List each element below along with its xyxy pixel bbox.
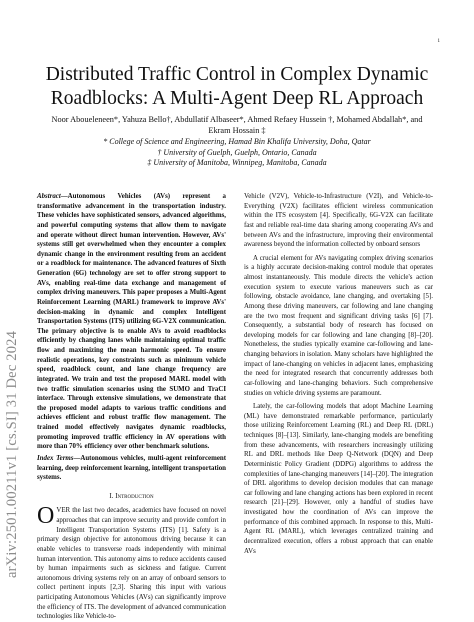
intro-paragraph [37, 503, 226, 622]
left-column [37, 192, 226, 622]
title-line: Roadblocks: A Multi-Agent Deep RL Approach [50, 88, 424, 109]
drop-cap: O [37, 503, 55, 530]
intro-first-word: VER [56, 507, 71, 515]
author-list [46, 115, 428, 136]
page-number: 1 [437, 39, 440, 44]
index-terms-label: Index Terms [37, 454, 74, 462]
body-paragraph: A crucial element for AVs navigating complex driving scenarios is a highly accurate decision-making control module that operates almost instantaneously. This module directs the vehicle's action execution system to execute various maneuvers such as car following, obstacle avoidance, lane changing, and overtaking [5]. Among these driving maneuvers, car following and lane changing are the two most frequent and significant driving tasks [6] [7]. Consequently, a substantial body of research has focused on developing models for car following and lane changing [8]–[20]. Nonetheless, the studies typically examine car-following and lane-changing behaviors in isolation. Many scholars have highlighted the impact of lane-changing on vehicles in adjacent lanes, emphasizing the need for integrated research that concurrently addresses both car-following and lane-changing behaviors. Such comprehensive studies on vehicle driving systems are paramount. [244, 254, 433, 397]
index-terms [37, 454, 226, 483]
abstract-text: —Autonomous Vehicles (AVs) represent a transformative advancement in the transportation industry. These vehicles have sophisticated sensors, advanced algorithms, and powerful computing systems that allow them to navigate and operate without direct human intervention. However, AVs' systems still get overwhelmed when they encounter a complex dynamic change in the environment resulting from an accident or a roadblock for maintenance. The advanced features of Sixth Generation (6G) technology are set to offer strong support to AVs, enabling real-time data exchange and management of complex driving maneuvers. This paper proposes a Multi-Agent Reinforcement Learning (MARL) framework to improve AVs' decision-making in dynamic and complex Intelligent Transportation Systems (ITS) utilizing 6G-V2X communication. The primary objective is to enable AVs to avoid roadblocks efficiently by changing lanes while maintaining optimal traffic flow and maximizing the mean harmonic speed. To ensure realistic operations, key constraints such as minimum vehicle speed, roadblock count, and lane change frequency are integrated. We train and test the proposed MARL model with two traffic simulation scenarios using the SUMO and TraCI interface. Through extensive simulations, we demonstrate that the proposed model adapts to various traffic conditions and achieves efficient and robust traffic flow management. The trained model effectively navigates dynamic roadblocks, promoting improved traffic efficiency in AV operations with more than 70% efficiency over other benchmark solutions. [37, 193, 226, 451]
section-heading: I. Introduction [109, 491, 154, 500]
body-paragraph: Lately, the car-following models that adopt Machine Learning (ML) have demonstrated remarkable performance, particularly those utilizing Reinforcement Learning (RL) and Deep RL (DRL) techniques [8]–[13]. Similarly, lane-changing models are benefiting from these advancements, with researchers increasingly utilizing RL and DRL methods like Deep Q-Network (DQN) and Deep Deterministic Policy Gradient (DDPG) algorithms to address the complexities of lane-changing maneuvers [14]–[20]. The integration of DRL algorithms to develop decision modules that can manage car following and lane changing actions has been explored in recent research [21]–[29]. However, only a handful of studies have investigated how the coordination of AVs can improve the performance of this combined approach. In response to this, Multi-Agent RL (MARL), which leverages centralized training and decentralized execution, offers a robust approach that can enable AVs [244, 403, 433, 555]
body-paragraph: Vehicle (V2V), Vehicle-to-Infrastructure (V2I), and Vehicle-to-Everything (V2X) facilitates efficient wireless communication within the ITS ecosystem [4]. Specifically, 6G-V2X can facilitate fast and reliable real-time data sharing among cooperating AVs and between AVs and the infrastructure, improving their environmental awareness beyond the information collected by onboard sensors [244, 193, 433, 249]
intro-text: the last two decades, academics have focused on novel approaches that can improve security and provide comfort in Intelligent Transportation Systems (ITS) [1]. Safety is a primary design objective for autonomous driving because it can enable vehicles to transverse roads independently with minimal human intervention. This autonomy aims to reduce accidents caused by human impairments such as sickness and fatigue. Current autonomous driving systems rely on an array of onboard sensors to collect pertinent inputs [2,3]. Sharing this input with various participating Autonomous Vehicles (AVs) can significantly improve the efficiency of ITS. The development of advanced communication technologies like Vehicle-to- [37, 507, 226, 621]
affiliation: † University of Guelph, Guelph, Ontario, Canada [157, 147, 317, 157]
title-line: Distributed Traffic Control in Complex Dynamic [45, 64, 429, 85]
abstract [37, 192, 226, 452]
affiliations [46, 137, 428, 169]
right-column [244, 192, 433, 556]
affiliation: ‡ University of Manitoba, Winnipeg, Manitoba, Canada [147, 158, 327, 168]
authors-line: Noor Aboueleneen*, Yahuza Bello†, Abdullatif Albaseer*, Ahmed Refaey Hussein †, Mohamed Abdallah*, and [51, 115, 423, 124]
authors-line: Ekram Hossain ‡ [208, 125, 266, 135]
affiliation: * College of Science and Engineering, Hamad Bin Khalifa University, Doha, Qatar [103, 137, 371, 146]
index-terms-text: —Autonomous vehicles, multi-agent reinforcement learning, deep reinforcement learning, intelligent transportation systems. [37, 454, 227, 482]
paper-title [40, 63, 434, 111]
arxiv-stamp[interactable]: arXiv:2501.00211v1 [cs.SI] 31 Dec 2024 [4, 330, 20, 578]
abstract-label: Abstract [37, 193, 61, 200]
